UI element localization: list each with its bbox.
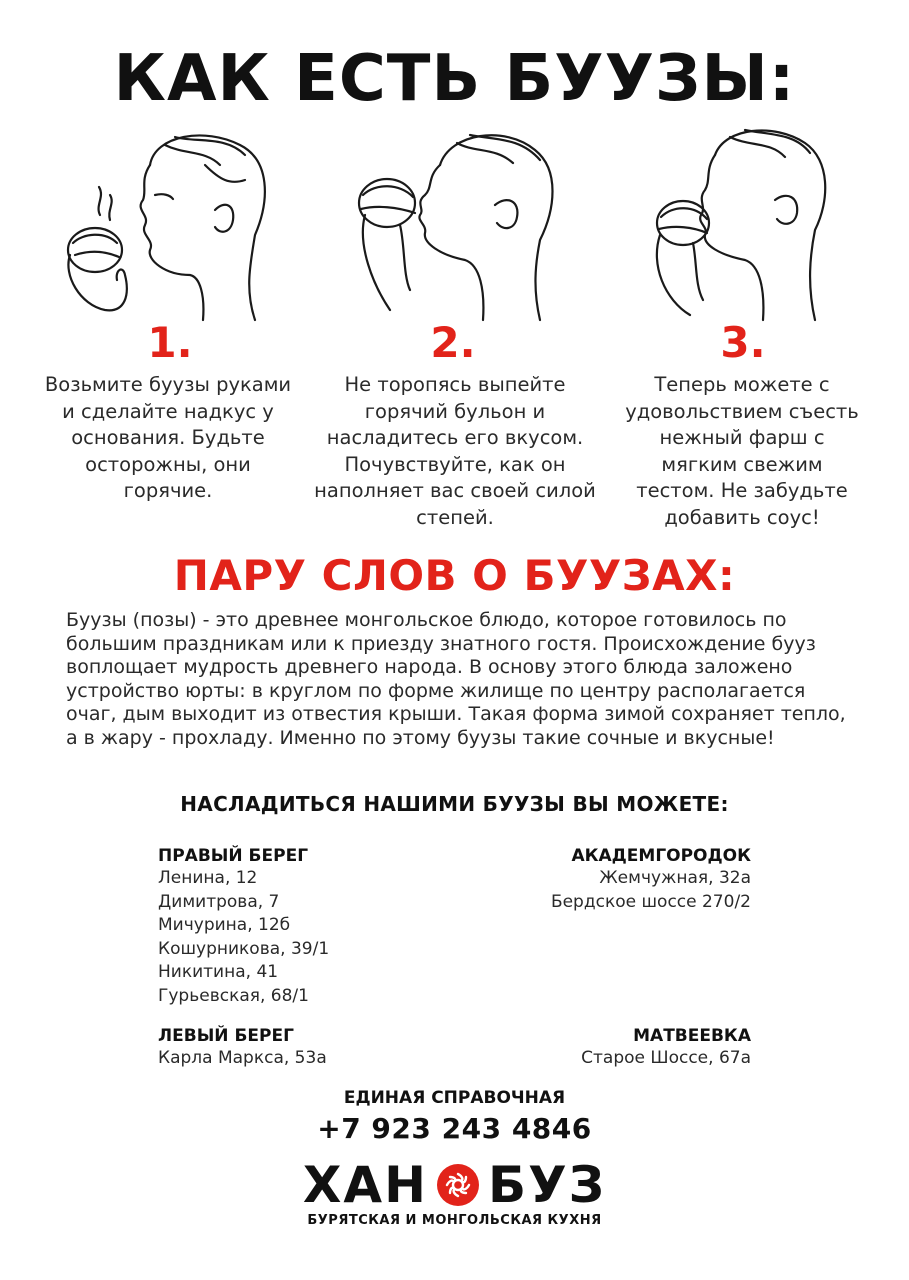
logo-word-right: БУЗ: [487, 1156, 607, 1214]
section-title-about: ПАРУ СЛОВ О БУУЗАХ:: [173, 551, 736, 600]
about-line: воплощает мудрость древнего народа. В основу этого блюда заложено: [66, 656, 793, 678]
step-3-line: тестом. Не забудьте: [636, 479, 848, 502]
step-1-number: 1.: [147, 318, 193, 367]
step-3-line: Теперь можете с: [654, 373, 830, 396]
address-item: Кошурникова, 39/1: [158, 938, 330, 959]
brand-logo: [0, 1155, 909, 1215]
location-right-bank: [158, 845, 329, 1008]
step-1-line: осторожны, они: [85, 452, 251, 476]
address-item: Бердское шоссе 270/2: [550, 891, 751, 912]
address-item: Ленина, 12: [158, 868, 258, 888]
logo-word-left: ХАН: [302, 1156, 428, 1214]
step-1-line: горячие.: [123, 479, 213, 502]
about-line: очаг, дым выходит из отвестия крыши. Такая форма зимой сохраняет тепло,: [66, 703, 846, 725]
step-1-line: и сделайте надкус у: [62, 399, 274, 423]
address-item: Димитрова, 7: [158, 891, 280, 912]
address-item: Гурьевская, 68/1: [158, 985, 309, 1006]
about-paragraph: [66, 609, 866, 750]
step-2-line: Почувствуйте, как он: [344, 452, 566, 476]
step-2-line: наполняет вас своей силой: [314, 479, 596, 502]
step-1-line: Возьмите буузы руками: [44, 373, 292, 396]
locations-heading: НАСЛАДИТЬСЯ НАШИМИ БУУЗЫ ВЫ МОЖЕТЕ:: [180, 792, 729, 816]
about-line: устройство юрты: в круглом по форме жилище по центру располагается: [66, 679, 806, 702]
step-2-line: насладитесь его вкусом.: [326, 426, 584, 449]
step-3-line: удовольствием съесть: [625, 399, 859, 423]
about-line: Буузы (позы) - это древнее монгольское блюдо, которое готовилось по: [66, 609, 787, 631]
location-title: АКАДЕМГОРОДОК: [571, 846, 751, 866]
step-3-line: мягким свежим: [661, 452, 823, 476]
step-2-line: степей.: [416, 505, 494, 529]
step-3-text: [597, 372, 887, 531]
brand-tagline: БУРЯТСКАЯ И МОНГОЛЬСКАЯ КУХНЯ: [307, 1213, 602, 1228]
page-title: КАК ЕСТЬ БУУЗЫ:: [113, 42, 796, 116]
location-matveevka: [581, 1025, 751, 1071]
location-title: ПРАВЫЙ БЕРЕГ: [158, 846, 309, 866]
step-1-line: основания. Будьте: [71, 426, 265, 449]
sun-spiral-icon: [436, 1163, 480, 1207]
illustration-step-2: [345, 125, 575, 325]
step-1-text: [23, 372, 313, 505]
step-2-text: [310, 372, 600, 531]
step-2-line: Не торопясь выпейте: [344, 373, 566, 396]
illustration-step-3: [635, 125, 865, 325]
step-3-line: добавить соус!: [664, 505, 820, 529]
address-item: Никитина, 41: [158, 962, 279, 982]
address-item: Жемчужная, 32а: [599, 868, 751, 888]
address-item: Старое Шоссе, 67а: [581, 1048, 751, 1068]
location-left-bank: [158, 1025, 327, 1071]
step-2-line: горячий бульон и: [364, 399, 546, 423]
location-title: МАТВЕЕВКА: [633, 1026, 751, 1046]
step-3-number: 3.: [720, 318, 766, 367]
step-3-line: нежный фарш с: [659, 426, 825, 449]
address-item: Мичурина, 12б: [158, 915, 291, 935]
location-title: ЛЕВЫЙ БЕРЕГ: [158, 1026, 294, 1046]
phone-label: ЕДИНАЯ СПРАВОЧНАЯ: [343, 1088, 566, 1108]
about-line: большим праздникам или к приезду знатного гостя. Происхождение бууз: [66, 632, 816, 655]
step-2-number: 2.: [430, 318, 476, 367]
about-line: а в жару - прохладу. Именно по этому буузы такие сочные и вкусные!: [66, 726, 775, 749]
illustration-step-1: [55, 125, 285, 325]
phone-number[interactable]: +7 923 243 4846: [317, 1112, 592, 1145]
address-item: Карла Маркса, 53а: [158, 1048, 327, 1068]
location-akademgorodok: [551, 845, 751, 914]
